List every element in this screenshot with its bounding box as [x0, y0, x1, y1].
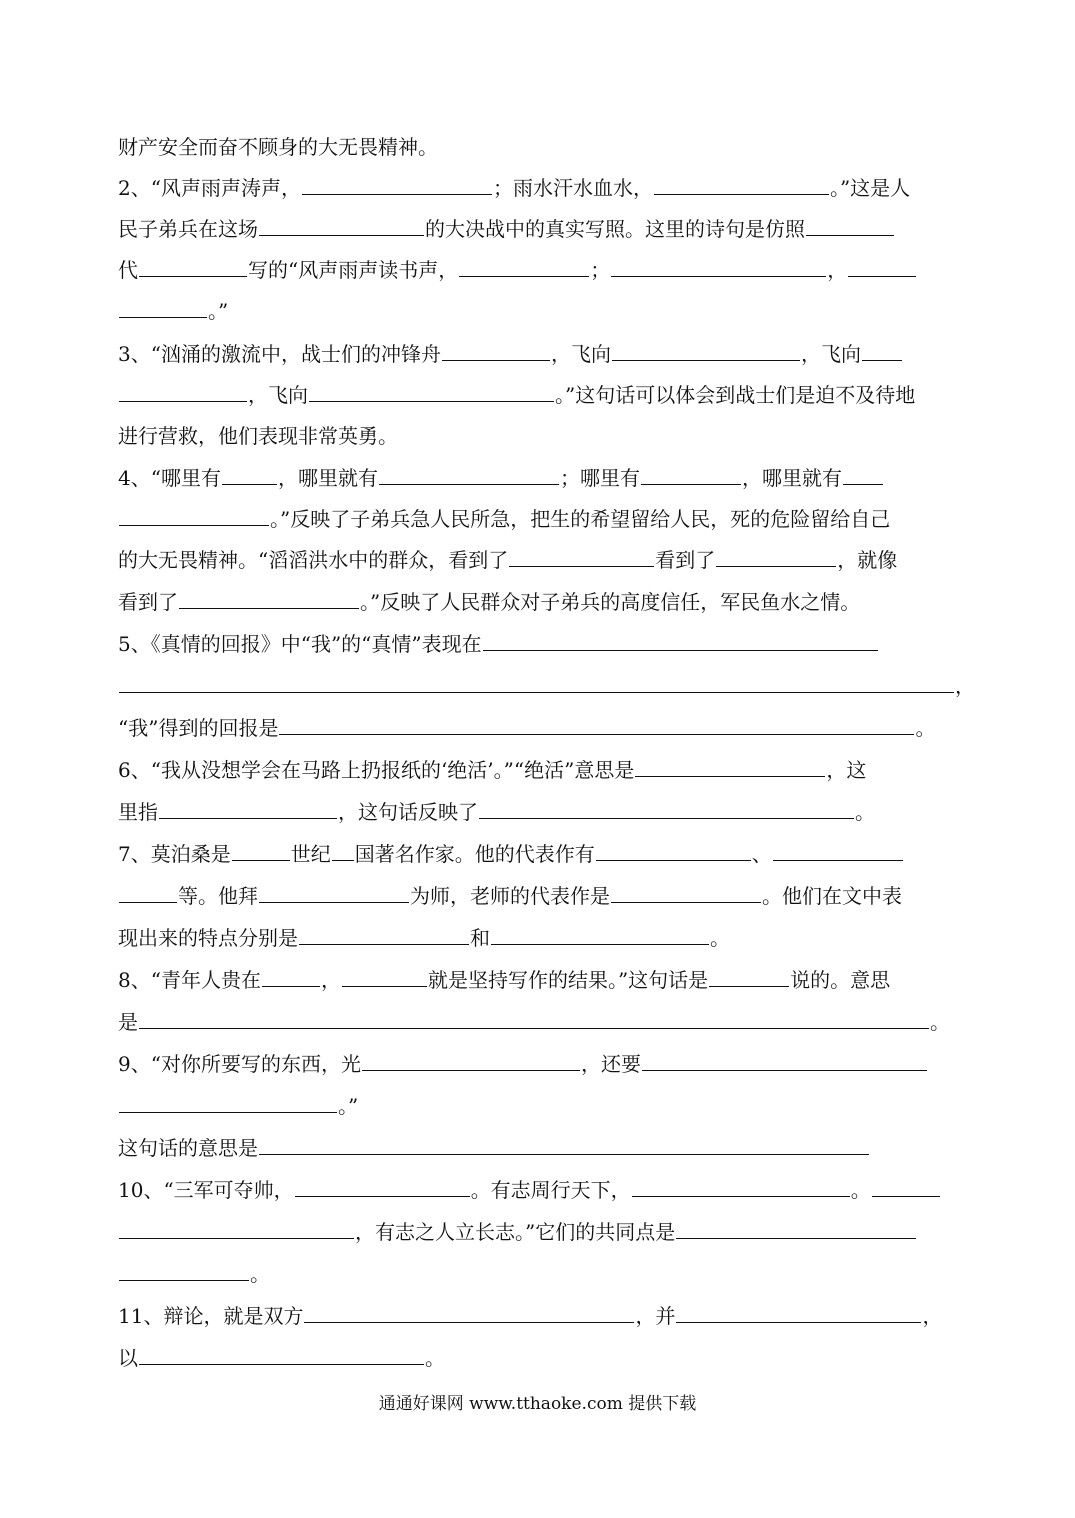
text-line — [118, 1212, 958, 1252]
answer-blank[interactable] — [232, 834, 290, 861]
text-line — [118, 250, 958, 290]
line-text: 等。他拜 — [178, 884, 258, 908]
line-text: 为师，老师的代表作是 — [410, 884, 610, 908]
answer-blank[interactable] — [259, 876, 409, 903]
line-text: 。” — [208, 299, 229, 323]
line-text: ，哪里就有 — [741, 466, 842, 490]
answer-blank[interactable] — [119, 876, 177, 903]
answer-blank[interactable] — [806, 209, 894, 236]
line-text: 。”反映了人民群众对子弟兵的高度信任，军民鱼水之情。 — [360, 590, 861, 614]
line-text: 以 — [118, 1346, 138, 1370]
answer-blank[interactable] — [773, 834, 903, 861]
text-line — [118, 1338, 958, 1378]
text-line — [118, 1170, 958, 1210]
text-line — [118, 624, 958, 664]
answer-blank[interactable] — [302, 168, 492, 195]
line-text: 里指 — [118, 800, 158, 824]
answer-blank[interactable] — [309, 375, 554, 402]
text-line — [118, 1128, 958, 1168]
line-text: 2、“风声雨声涛声， — [118, 176, 301, 200]
answer-blank[interactable] — [632, 1170, 850, 1197]
line-text: 5、《真情的回报》中“我”的“真情”表现在 — [118, 632, 482, 656]
text-line — [118, 918, 958, 958]
line-text: 。”反映了子弟兵急人民所急，把生的希望留给人民，死的危险留给自己 — [270, 507, 891, 531]
line-text: 。”这是人 — [829, 176, 911, 200]
answer-blank[interactable] — [612, 334, 800, 361]
answer-blank[interactable] — [332, 834, 354, 861]
line-text: 。” — [338, 1094, 359, 1118]
line-text: 民子弟兵在这场 — [118, 217, 258, 241]
answer-blank[interactable] — [139, 1338, 424, 1365]
answer-blank[interactable] — [259, 209, 424, 236]
answer-blank[interactable] — [362, 1044, 580, 1071]
line-text: ，这句话反映了 — [338, 800, 478, 824]
answer-blank[interactable] — [304, 1296, 634, 1323]
line-text: ，哪里就有 — [277, 466, 378, 490]
line-text: 就是坚持写作的结果。”这句话是 — [427, 968, 709, 992]
line-text: 和 — [470, 926, 490, 950]
line-text: 。有志周行天下， — [470, 1178, 631, 1202]
answer-blank[interactable] — [611, 250, 826, 277]
answer-blank[interactable] — [676, 1212, 916, 1239]
answer-blank[interactable] — [295, 1170, 470, 1197]
line-text: ， — [320, 968, 341, 992]
text-line — [118, 334, 958, 374]
answer-blank[interactable] — [262, 960, 320, 987]
line-text: 的大决战中的真实写照。这里的诗句是仿照 — [425, 217, 805, 241]
text-line — [118, 750, 958, 790]
line-text: 现出来的特点分别是 — [118, 926, 298, 950]
answer-blank[interactable] — [716, 540, 836, 567]
text-line — [118, 1002, 958, 1042]
answer-blank[interactable] — [509, 540, 654, 567]
answer-blank[interactable] — [179, 582, 359, 609]
answer-blank[interactable] — [119, 499, 269, 526]
answer-blank[interactable] — [139, 1002, 929, 1029]
line-text: 。 — [855, 800, 875, 824]
text-line — [118, 127, 958, 167]
text-line — [118, 666, 975, 706]
line-text: 。 — [930, 1010, 950, 1034]
answer-blank[interactable] — [342, 960, 427, 987]
text-line — [118, 499, 958, 539]
line-text: ， — [827, 258, 848, 282]
text-line — [118, 375, 958, 415]
line-text: 看到了 — [118, 590, 178, 614]
line-text: ；雨水汗水血水， — [492, 176, 653, 200]
footer-credit: 通通好课网 www.tthaoke.com 提供下载 — [378, 1394, 697, 1414]
answer-blank[interactable] — [709, 960, 789, 987]
line-text: “我”得到的回报是 — [118, 716, 279, 740]
line-text: ，飞向 — [800, 342, 861, 366]
answer-blank[interactable] — [279, 708, 914, 735]
line-text: 4、“哪里有 — [118, 466, 221, 490]
text-line — [118, 458, 958, 498]
line-text: 。 — [250, 1262, 270, 1286]
answer-blank[interactable] — [222, 458, 277, 485]
line-text: ； — [590, 258, 611, 282]
line-text: 。 — [710, 926, 730, 950]
line-text: 。”这句话可以体会到战士们是迫不及待地 — [555, 383, 916, 407]
line-text: 7、莫泊桑是 — [118, 842, 231, 866]
line-text: ，还要 — [580, 1052, 641, 1076]
answer-blank[interactable] — [119, 1254, 249, 1281]
answer-blank[interactable] — [379, 458, 559, 485]
line-text: 3、“汹涌的激流中，战士们的冲锋舟 — [118, 342, 441, 366]
text-line — [118, 876, 958, 916]
line-text: 国著名作家。他的代表作有 — [354, 842, 595, 866]
line-text: 是 — [118, 1010, 138, 1034]
answer-blank[interactable] — [119, 291, 207, 318]
line-text: ，有志之人立长志。”它们的共同点是 — [355, 1220, 676, 1244]
line-text: ，并 — [635, 1304, 676, 1328]
answer-blank[interactable] — [299, 918, 469, 945]
line-text: 写的“风声雨声读书声， — [248, 258, 459, 282]
line-text: 。 — [425, 1346, 445, 1370]
answer-blank[interactable] — [119, 1086, 337, 1113]
line-text: 看到了 — [655, 548, 716, 572]
answer-blank[interactable] — [479, 792, 854, 819]
answer-blank[interactable] — [119, 375, 247, 402]
answer-blank[interactable] — [159, 792, 337, 819]
line-text: ， — [955, 674, 975, 698]
text-line — [118, 209, 958, 249]
text-line — [118, 708, 958, 748]
line-text: 。他们在文中表 — [762, 884, 902, 908]
line-text: 。 — [850, 1178, 871, 1202]
answer-blank[interactable] — [635, 750, 825, 777]
line-text: 10、“三军可夺帅， — [118, 1178, 294, 1202]
text-line — [118, 582, 958, 622]
line-text: 的大无畏精神。“滔滔洪水中的群众，看到了 — [118, 548, 509, 572]
line-text: 9、“对你所要写的东西，光 — [118, 1052, 361, 1076]
line-text: 财产安全而奋不顾身的大无畏精神。 — [118, 135, 438, 159]
text-line — [118, 1044, 958, 1084]
answer-blank[interactable] — [119, 666, 954, 693]
line-text: 进行营救，他们表现非常英勇。 — [118, 424, 398, 448]
text-line — [118, 1296, 958, 1336]
line-text: 这句话的意思是 — [118, 1136, 258, 1160]
answer-blank[interactable] — [611, 876, 761, 903]
answer-blank[interactable] — [641, 458, 741, 485]
answer-blank[interactable] — [642, 1044, 927, 1071]
text-line — [118, 416, 958, 456]
text-line — [118, 1086, 958, 1126]
answer-blank[interactable] — [654, 168, 829, 195]
line-text: 。 — [915, 716, 936, 740]
line-text: ；哪里有 — [559, 466, 640, 490]
line-text: 8、“青年人贵在 — [118, 968, 261, 992]
text-line — [118, 834, 958, 874]
text-line — [118, 1254, 958, 1294]
answer-blank[interactable] — [139, 250, 247, 277]
answer-blank[interactable] — [483, 624, 878, 651]
text-line — [118, 291, 958, 331]
answer-blank[interactable] — [872, 1170, 940, 1197]
line-text: 6、“我从没想学会在马路上扔报纸的‘绝活’。”“绝活”意思是 — [118, 758, 635, 782]
answer-blank[interactable] — [119, 1212, 354, 1239]
answer-blank[interactable] — [491, 918, 709, 945]
answer-blank[interactable] — [259, 1128, 869, 1155]
line-text: ， — [922, 1304, 943, 1328]
answer-blank[interactable] — [843, 458, 883, 485]
text-line — [118, 792, 958, 832]
text-line — [118, 540, 958, 580]
answer-blank[interactable] — [862, 334, 902, 361]
line-text: 11、辩论，就是双方 — [118, 1304, 304, 1328]
line-text: ，就像 — [837, 548, 898, 572]
answer-blank[interactable] — [596, 834, 751, 861]
line-text: 、 — [751, 842, 772, 866]
answer-blank[interactable] — [848, 250, 916, 277]
answer-blank[interactable] — [459, 250, 589, 277]
line-text: 世纪 — [290, 842, 331, 866]
line-text: 代 — [118, 258, 138, 282]
answer-blank[interactable] — [442, 334, 550, 361]
line-text: 说的。意思 — [790, 968, 891, 992]
line-text: ，这 — [826, 758, 867, 782]
line-text: ，飞向 — [550, 342, 611, 366]
text-line — [118, 168, 958, 208]
text-line — [118, 960, 958, 1000]
answer-blank[interactable] — [676, 1296, 921, 1323]
line-text: ，飞向 — [248, 383, 308, 407]
